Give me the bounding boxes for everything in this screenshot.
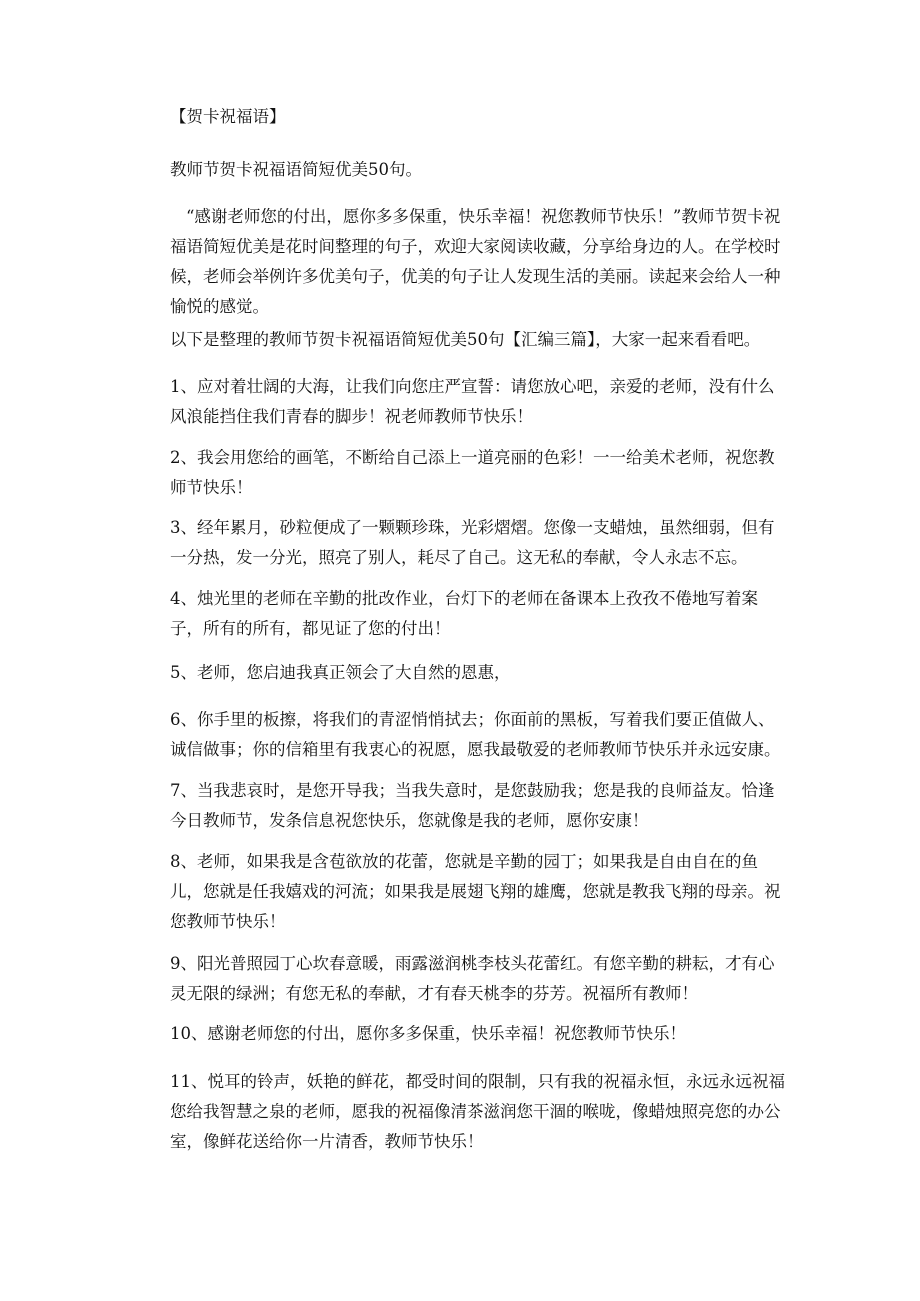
lead-paragraph: 以下是整理的教师节贺卡祝福语简短优美50句【汇编三篇】，大家一起来看看吧。 xyxy=(170,330,761,349)
blessing-item-3: 3、经年累月，砂粒便成了一颗颗珍珠，光彩熠熠。您像一支蜡烛，虽然细弱，但有一分热，发一分光，照亮了别人，耗尽了自己。这无私的奉献，令人永志不忘。 xyxy=(170,518,775,567)
blessing-item-7: 7、当我悲哀时，是您开导我；当我失意时，是您鼓励我；您是我的良师益友。恰逢今日教师节，发条信息祝您快乐，您就像是我的老师，愿你安康！ xyxy=(170,781,775,830)
blessing-item-10: 10、感谢老师您的付出，愿你多多保重，快乐幸福！祝您教师节快乐！ xyxy=(170,1024,686,1043)
section-heading: 【贺卡祝福语】 xyxy=(170,107,286,126)
blessing-item-11: 11、悦耳的铃声，妖艳的鲜花，都受时间的限制，只有我的祝福永恒，永远永远祝福您给我智慧之泉的老师，愿我的祝福像清茶滋润您干涸的喉咙，像蜡烛照亮您的办公室，像鲜花送给你一片清香，教师节快乐！ xyxy=(170,1072,785,1151)
blessing-item-9: 9、阳光普照园丁心坎春意暖，雨露滋润桃李枝头花蕾红。有您辛勤的耕耘，才有心灵无限的绿洲；有您无私的奉献，才有春天桃李的芬芳。祝福所有教师！ xyxy=(170,954,775,1003)
blessing-item-5: 5、老师，您启迪我真正领会了大自然的恩惠， xyxy=(170,663,511,682)
blessing-item-8: 8、老师，如果我是含苞欲放的花蕾，您就是辛勤的园丁；如果我是自由自在的鱼儿，您就是任我嬉戏的河流；如果我是展翅飞翔的雄鹰，您就是教我飞翔的母亲。祝您教师节快乐！ xyxy=(170,852,781,931)
blessing-item-6: 6、你手里的板擦，将我们的青涩悄悄拭去；你面前的黑板，写着我们要正值做人、诚信做事；你的信箱里有我衷心的祝愿，愿我最敬爱的老师教师节快乐并永远安康。 xyxy=(170,710,781,759)
intro-paragraph: “感谢老师您的付出，愿你多多保重，快乐幸福！祝您教师节快乐！”教师节贺卡祝福语简短优美是花时间整理的句子，欢迎大家阅读收藏，分享给身边的人。在学校时候，老师会举例许多优美句子，优美的句子让人发现生活的美丽。读起来会给人一种愉悦的感觉。 xyxy=(170,207,781,316)
blessing-item-2: 2、我会用您给的画笔，不断给自己添上一道亮丽的色彩！一一给美术老师，祝您教师节快乐！ xyxy=(170,448,775,497)
blessing-item-4: 4、烛光里的老师在辛勤的批改作业，台灯下的老师在备课本上孜孜不倦地写着案子，所有的所有，都见证了您的付出！ xyxy=(170,589,758,638)
document-title: 教师节贺卡祝福语简短优美50句。 xyxy=(170,160,422,179)
blessing-item-1: 1、应对着壮阔的大海，让我们向您庄严宣誓：请您放心吧，亲爱的老师，没有什么风浪能挡住我们青春的脚步！祝老师教师节快乐！ xyxy=(170,377,775,426)
